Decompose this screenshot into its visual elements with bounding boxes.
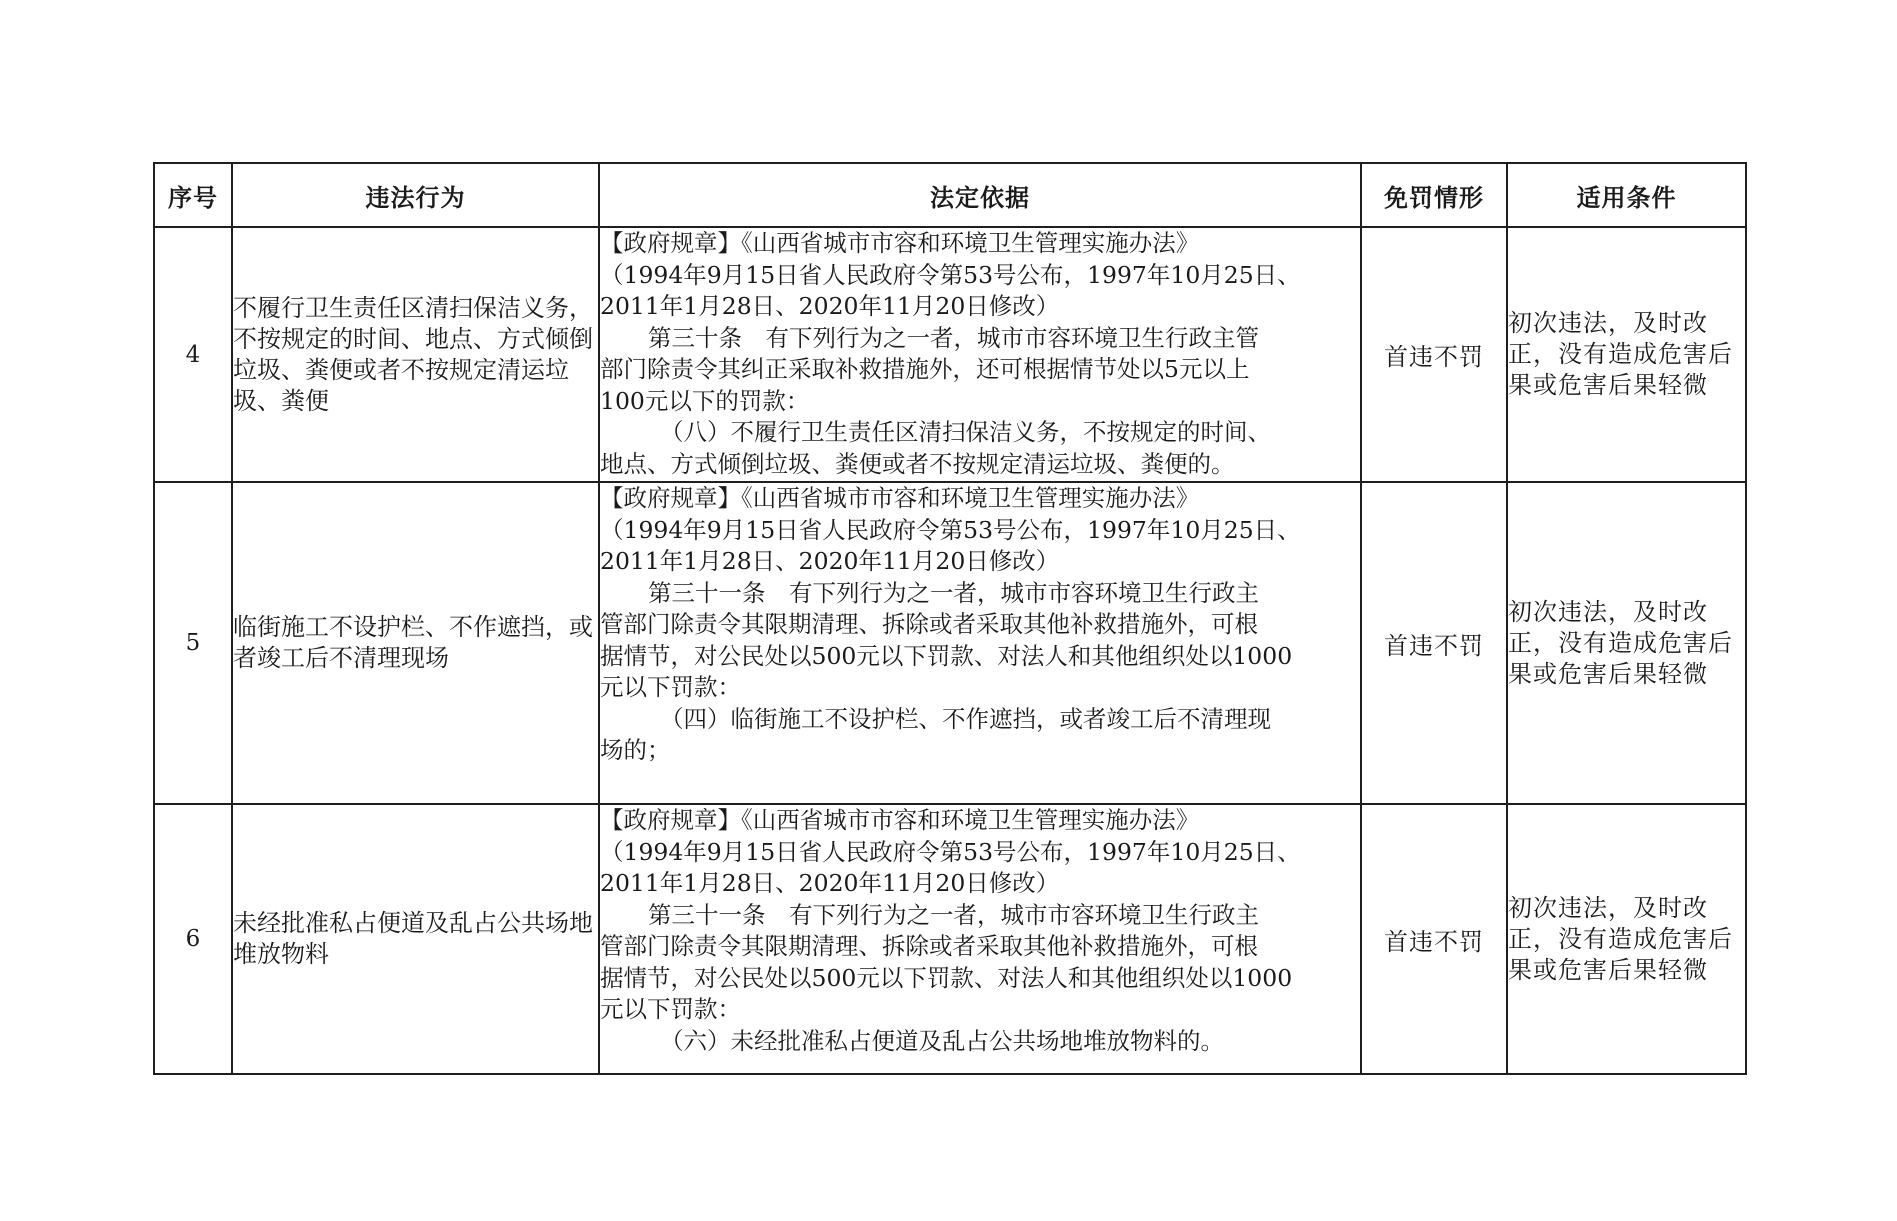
violation-text: 不履行卫生责任区清扫保洁义务，不按规定的时间、地点、方式倾倒垃圾、粪便或者不按规定清运垃圾、粪便 [232, 227, 599, 482]
basis-line: 【政府规章】《山西省城市市容和环境卫生管理实施办法》 [600, 229, 1200, 257]
table-row [154, 227, 1746, 482]
basis-line: 管部门除责令其限期清理、拆除或者采取其他补救措施外，可根 [600, 932, 1258, 960]
basis-line: 【政府规章】《山西省城市市容和环境卫生管理实施办法》 [600, 806, 1200, 834]
basis-line: （四）临街施工不设护栏、不作遮挡，或者竣工后不清理现 [660, 704, 1271, 733]
legal-basis-text [599, 227, 1361, 482]
exemption-text: 首违不罚 [1361, 227, 1507, 482]
basis-line: 管部门除责令其限期清理、拆除或者采取其他补救措施外，可根 [600, 610, 1258, 638]
basis-line: 【政府规章】《山西省城市市容和环境卫生管理实施办法》 [600, 484, 1200, 512]
row-number: 4 [154, 227, 232, 482]
basis-line: 地点、方式倾倒垃圾、粪便或者不按规定清运垃圾、粪便的。 [600, 449, 1235, 478]
violation-text: 未经批准私占便道及乱占公共场地堆放物料 [232, 804, 599, 1074]
header-conditions: 适用条件 [1507, 163, 1746, 227]
penalty-exemption-table [153, 162, 1747, 1075]
basis-line: 第三十一条 有下列行为之一者，城市市容环境卫生行政主 [648, 900, 1259, 929]
basis-line: 元以下罚款： [600, 995, 741, 1023]
basis-line: 部门除责令其纠正采取补救措施外，还可根据情节处以5元以上 [600, 355, 1250, 383]
basis-line: 据情节，对公民处以500元以下罚款、对法人和其他组织处以1000 [600, 641, 1293, 670]
basis-line: （六）未经批准私占便道及乱占公共场地堆放物料的。 [660, 1026, 1224, 1055]
row-number: 6 [154, 804, 232, 1074]
basis-line: 100元以下的罚款： [600, 386, 810, 415]
conditions-text: 初次违法，及时改正，没有造成危害后果或危害后果轻微 [1507, 227, 1746, 482]
basis-line: 场的； [600, 736, 671, 764]
legal-basis-text [599, 482, 1361, 804]
header-serial-number: 序号 [154, 163, 232, 227]
basis-line: 2011年1月28日、2020年11月20日修改） [600, 547, 1060, 575]
basis-line: （1994年9月15日省人民政府令第53号公布，1997年10月25日、 [600, 260, 1301, 289]
violation-text: 临街施工不设护栏、不作遮挡，或者竣工后不清理现场 [232, 482, 599, 804]
conditions-text: 初次违法，及时改正，没有造成危害后果或危害后果轻微 [1507, 804, 1746, 1074]
header-exemption: 免罚情形 [1361, 163, 1507, 227]
table-row [154, 804, 1746, 1074]
basis-line: （1994年9月15日省人民政府令第53号公布，1997年10月25日、 [600, 837, 1301, 866]
row-number: 5 [154, 482, 232, 804]
legal-basis-text [599, 804, 1361, 1074]
basis-line: 2011年1月28日、2020年11月20日修改） [600, 869, 1060, 897]
basis-line: 据情节，对公民处以500元以下罚款、对法人和其他组织处以1000 [600, 963, 1293, 992]
exemption-text: 首违不罚 [1361, 482, 1507, 804]
conditions-text: 初次违法，及时改正，没有造成危害后果或危害后果轻微 [1507, 482, 1746, 804]
basis-line: 元以下罚款： [600, 673, 741, 701]
basis-line: （1994年9月15日省人民政府令第53号公布，1997年10月25日、 [600, 515, 1301, 544]
header-legal-basis: 法定依据 [599, 163, 1361, 227]
basis-line: 第三十条 有下列行为之一者，城市市容环境卫生行政主管 [648, 323, 1259, 352]
table-row [154, 482, 1746, 804]
exemption-text: 首违不罚 [1361, 804, 1507, 1074]
basis-line: 2011年1月28日、2020年11月20日修改） [600, 292, 1060, 320]
header-violation: 违法行为 [232, 163, 599, 227]
basis-line: 第三十一条 有下列行为之一者，城市市容环境卫生行政主 [648, 578, 1259, 607]
basis-line: （八）不履行卫生责任区清扫保洁义务，不按规定的时间、 [660, 418, 1271, 446]
table-header-row [154, 163, 1746, 227]
